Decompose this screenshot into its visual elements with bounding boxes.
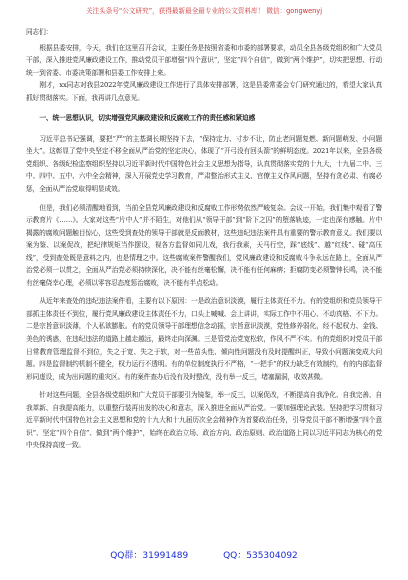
qq-number: QQ：535304092 [223,551,298,561]
body-paragraph-4: 针对这些问题，全县各级党组织和广大党员干部要引为镜鉴，举一反三，以案促改，不断提高自我净化、自我完善、自我革新、自我提高能力，以重整行装再出发的决心和意志，深入推进全面从严治党。一要加强理论武装。坚持把学习贯彻习近平新时代中国特色社会主义思想和党的十九大和十九届历次全会精神作为首要政治任务，引导党员干部不断增强“四个意识”、坚定“四个自信”、做到“两个维护”，始终在政治立场、政治方向、政治原则、政治道路上同以习近平同志为核心的党中央保持高度一致。 [26,391,382,450]
document-body [26,26,382,452]
intro-paragraph-2: 刚才，xx同志对我县2022年党风廉政建设工作进行了具体安排部署，这是县委常委会专门研究通过的，希望大家认真抓好贯彻落实。下面，我再讲几点意见。 [26,81,382,102]
body-paragraph-1: 习近平总书记强调，要把“严”的主基调长期坚持下去，“保持定力、寸步不让，防止老问题复燃、新问题萌发、小问题坐大”。这彰显了党中央坚定不移全面从严治党的坚定决心，体现了“开弓没有回头箭”的鲜明态度。2021年以来，全县各级党组织、各级纪检监察组织坚持以习近平新时代中国特色社会主义思想为指导，认真贯彻落实党的十九大，十九届二中、三中、四中、五中、六中全会精神，深入开展党史学习教育，严肃整治形式主义、官僚主义作风问题，坚持有贪必肃、有腐必惩，全面从严治党取得明显成效。 [26,134,382,194]
greeting: 同志们： [26,28,53,36]
footer-contact [0,544,408,568]
intro-paragraph-1: 根据县委安排，今天，我们在这里召开会议，主要任务是按照省委和市委的部署要求，动员全县各级党组织和广大党员干部，深入推进党风廉政建设工作，推动党员干部增强“四个意识”，坚定“四个自信”，做到“两个维护”，切实把思想、行动统一到省委、市委决策部署和县委工作安排上来。 [26,43,382,77]
top-banner: 关注头条号“公文研究”，获得最新最全最专业的公文资料库！ 微信：gongwenyj [85,7,323,15]
section-heading: 一、统一思想认识，切实增强党风廉政建设和反腐败工作的责任感和紧迫感 [39,114,256,123]
body-paragraph-2: 但是，我们必须清醒地看到，当前全县党风廉政建设和反腐败工作形势依然严峻复杂。会议一开始，我们集中观看了警示教育片《……》。大家对这些“片中人”并不陌生，对他们从“领导干部”到“阶下之囚”的堕落轨迹，一定也深有感触。片中揭露的腐败问题触目惊心，这些受到查处的领导干部就是反面教材，这些违纪违法案件具有重要的警示教育意义。我们要以案为鉴、以案促改，把纪律规矩当作摆设，视各方监督如同儿戏，我行我素，天马行空，踩“底线”、越“红线”、碰“高压线”，受到查处既是意料之内，也是情理之中。这些腐败案件警醒我们，党风廉政建设和反腐败斗争永远在路上，全面从严治党必须一以贯之，全面从严治党必须持续深化，决不能有丝毫松懈，决不能有任何麻痹；拒腐防变必须警钟长鸣，决不能有丝毫侥幸心理，必须以零容忍态度惩治腐败，决不能有半点松动。 [26,203,382,287]
qq-group: QQ群：31991489 [110,551,189,561]
body-paragraph-3: 从近年来查处的违纪违法案件看，主要有以下原因：一是政治意识淡漠，履行主体责任不力。有的党组织和党员领导干部抓主体责任不到位，履行党风廉政建设主体责任不力，口头上喊喊、会上讲讲，实际工作中不用心、不动真格、不下力。二是宗旨意识淡薄，个人私欲膨胀。有的党员领导干部理想信念动摇，宗旨意识淡漠，党性修养弱化，经不起权力、金钱、美色的诱惑，在违纪违法的道路上越走越远，最终走向深渊。三是管党治党宽松软，作风不严不实。有的党组织对党员干部日常教育管理监督不到位，失之于宽、失之于软，对一些苗头性、倾向性问题没有及时提醒纠正，导致小问题演变成大问题。四是监督制约机制不健全，权力运行不透明。有的单位制度执行不严格，“一把手”的权力缺乏有效制约，有的内部监督形同虚设，成为出问题的重灾区。有的案件查办后没有及时整改，没有举一反三，堵塞漏洞，收效甚微。 [26,297,382,381]
